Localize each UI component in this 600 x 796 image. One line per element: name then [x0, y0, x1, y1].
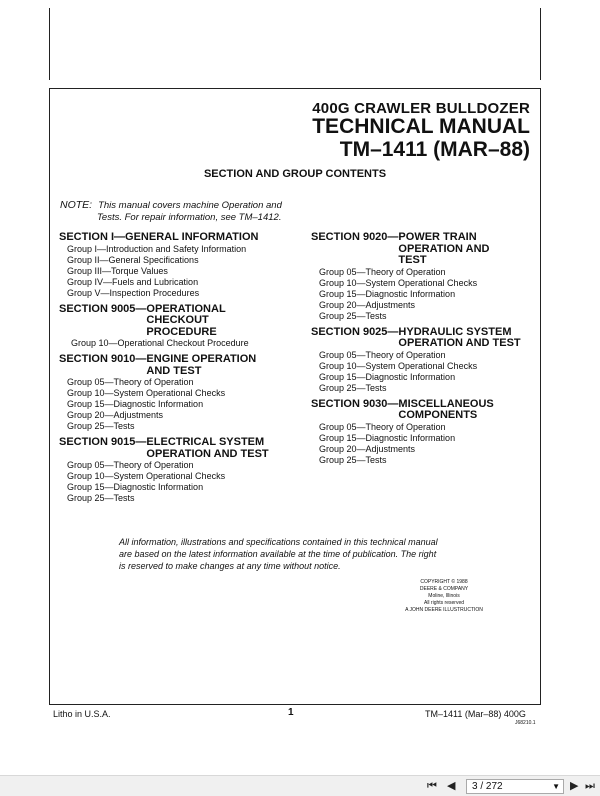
- group-item: Group 10—System Operational Checks: [319, 360, 478, 371]
- section-block: [59, 304, 289, 350]
- page-selector[interactable]: [466, 779, 564, 794]
- section-name: GENERAL INFORMATION: [125, 231, 259, 243]
- footer-page-number: 1: [288, 707, 294, 718]
- disclaimer: [119, 536, 499, 572]
- section-block: [59, 437, 289, 504]
- footer-code: J68210.1: [515, 720, 536, 726]
- section-prefix: SECTION 9010—: [59, 353, 147, 365]
- note: [60, 199, 282, 224]
- section-title: [311, 232, 541, 267]
- group-item: Group I—Introduction and Safety Information: [67, 243, 247, 254]
- group-item: Group 05—Theory of Operation: [319, 349, 446, 360]
- group-item: Group 15—Diagnostic Information: [67, 482, 204, 492]
- section-title: [311, 399, 541, 422]
- next-page-icon[interactable]: ▶: [570, 780, 579, 792]
- group-item: Group 20—Adjustments: [319, 443, 416, 454]
- group-item: Group 10—System Operational Checks: [67, 471, 226, 481]
- section-name: ELECTRICAL SYSTEM OPERATION AND TEST: [146, 436, 269, 460]
- group-item: Group 15—Diagnostic Information: [319, 371, 456, 382]
- group-item: Group III—Torque Values: [67, 265, 168, 276]
- group-item: Group II—General Specifications: [67, 254, 199, 265]
- disclaimer-line-1: All information, illustrations and specifications contained in this technical manual: [119, 537, 438, 547]
- section-name: HYDRAULIC SYSTEM OPERATION AND TEST: [398, 325, 521, 349]
- section-title: [59, 304, 289, 339]
- group-item: Group 25—Tests: [67, 493, 135, 503]
- section-name: MISCELLANEOUS COMPONENTS: [398, 397, 494, 421]
- disclaimer-line-2: are based on the latest information available at the time of publication. The right: [119, 549, 437, 559]
- contents-right-column: [311, 232, 541, 471]
- section-title: [59, 437, 289, 460]
- section-block: [59, 354, 289, 432]
- group-item: Group 20—Adjustments: [319, 299, 416, 310]
- viewer-toolbar: [0, 775, 600, 796]
- manual-type-title: TECHNICAL MANUAL: [312, 115, 530, 138]
- group-item: Group 15—Diagnostic Information: [319, 432, 456, 443]
- group-item: Group 05—Theory of Operation: [67, 377, 194, 387]
- manual-id-title: TM–1411 (MAR–88): [339, 138, 530, 161]
- section-prefix: SECTION I—: [59, 231, 126, 243]
- first-page-icon[interactable]: ⏮: [427, 780, 437, 792]
- previous-page-icon[interactable]: ◀: [447, 780, 456, 792]
- group-item: Group 05—Theory of Operation: [319, 266, 446, 277]
- section-block: [311, 399, 541, 466]
- section-block: [59, 232, 289, 299]
- contents-heading: SECTION AND GROUP CONTENTS: [203, 168, 387, 180]
- group-item: Group 10—System Operational Checks: [319, 277, 478, 288]
- section-name: ENGINE OPERATION AND TEST: [146, 353, 257, 377]
- section-name: POWER TRAIN OPERATION AND TEST: [398, 231, 490, 266]
- page-frame-top: [49, 8, 541, 80]
- group-item: Group 25—Tests: [319, 382, 387, 393]
- copyright-line-1: COPYRIGHT © 1988: [420, 579, 468, 585]
- section-prefix: SECTION 9030—: [311, 397, 399, 410]
- section-title: [311, 327, 541, 350]
- copyright-line-4: All rights reserved: [423, 600, 464, 606]
- section-prefix: SECTION 9005—: [59, 302, 147, 315]
- group-item: Group 15—Diagnostic Information: [67, 399, 204, 409]
- last-page-icon[interactable]: ⏭: [585, 780, 595, 792]
- group-item: Group IV—Fuels and Lubrication: [67, 276, 199, 287]
- section-block: [311, 327, 541, 394]
- copyright-line-5: A JOHN DEERE ILLUSTRUCTION: [405, 607, 483, 613]
- footer-litho: Litho in U.S.A.: [53, 709, 111, 719]
- group-item: Group 05—Theory of Operation: [67, 460, 194, 470]
- section-prefix: SECTION 9020—: [311, 231, 399, 243]
- copyright-line-2: DEERE & COMPANY: [419, 586, 469, 592]
- group-item: Group 25—Tests: [319, 454, 387, 465]
- page-selector-value: 3 / 272: [472, 781, 503, 792]
- group-item: Group 10—Operational Checkout Procedure: [71, 338, 249, 348]
- group-item: Group 25—Tests: [67, 421, 135, 431]
- group-item: Group 25—Tests: [319, 310, 387, 321]
- note-label: NOTE:: [60, 199, 93, 211]
- model-title: 400G CRAWLER BULLDOZER: [312, 100, 530, 117]
- disclaimer-line-3: is reserved to make changes at any time without notice.: [119, 561, 341, 571]
- copyright-block: [394, 579, 494, 614]
- group-item: Group 15—Diagnostic Information: [319, 288, 456, 299]
- group-item: Group 10—System Operational Checks: [67, 388, 226, 398]
- section-title: [59, 232, 289, 244]
- footer-manual-id: TM–1411 (Mar–88) 400G: [425, 709, 526, 719]
- note-line-2: Tests. For repair information, see TM–1412.: [97, 212, 282, 223]
- section-name: OPERATIONAL CHECKOUT PROCEDURE: [146, 302, 226, 338]
- section-prefix: SECTION 9025—: [311, 325, 399, 338]
- group-item: Group 05—Theory of Operation: [319, 421, 446, 432]
- section-title: [59, 354, 289, 377]
- section-block: [311, 232, 541, 322]
- chevron-down-icon: ▼: [552, 782, 560, 791]
- contents-left-column: [59, 232, 289, 509]
- section-prefix: SECTION 9015—: [59, 436, 147, 448]
- note-line-1: This manual covers machine Operation and: [98, 200, 282, 211]
- group-item: Group V—Inspection Procedures: [67, 287, 200, 298]
- copyright-line-3: Moline, Illinois: [428, 593, 460, 599]
- group-item: Group 20—Adjustments: [67, 410, 164, 420]
